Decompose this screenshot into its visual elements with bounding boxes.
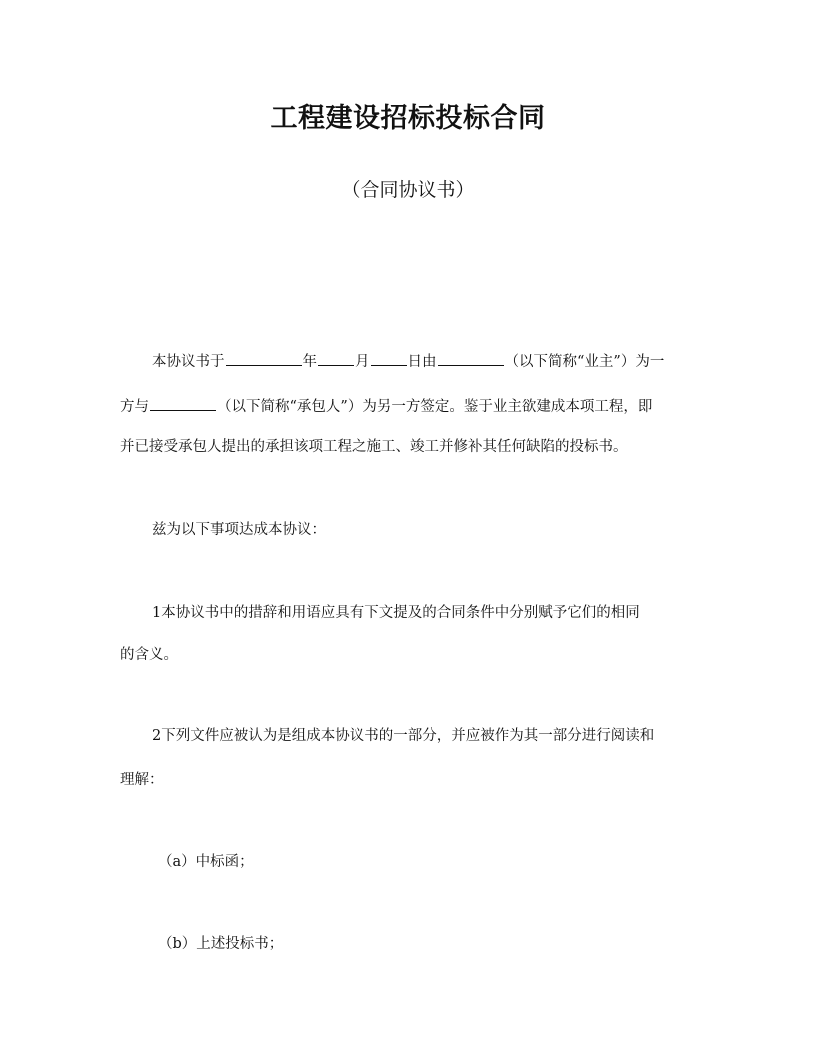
para1-text-6: 方与 bbox=[120, 399, 149, 415]
para1-text-5: （以下简称“业主”）为一 bbox=[504, 354, 665, 370]
para1-text-4: 日由 bbox=[407, 354, 437, 370]
owner-name-blank bbox=[438, 350, 504, 366]
document-subtitle: （合同协议书） bbox=[341, 179, 475, 201]
para1-text-3: 月 bbox=[355, 354, 370, 370]
para2-text: 兹为以下事项达成本协议： bbox=[152, 522, 326, 538]
date-month-blank bbox=[318, 350, 354, 366]
item2-line1: 2下列文件应被认为是组成本协议书的一部分，并应被作为其一部分进行阅读和 bbox=[152, 728, 655, 744]
para1-line3: 并已接受承包人提出的承担该项工程之施工、竣工并修补其任何缺陷的投标书。 bbox=[120, 439, 628, 455]
para1-text-7: （以下简称“承包人”）为另一方签定。鉴于业主欲建成本项工程，即 bbox=[217, 399, 653, 415]
date-year-blank bbox=[226, 350, 302, 366]
date-day-blank bbox=[371, 350, 407, 366]
para1-line2 bbox=[120, 395, 652, 417]
document-title: 工程建设招标投标合同 bbox=[270, 103, 546, 134]
para1-text-1: 本协议书于 bbox=[152, 354, 225, 370]
sub-item-a: （a）中标函； bbox=[158, 854, 254, 870]
para1-text-2: 年 bbox=[302, 354, 317, 370]
contractor-name-blank bbox=[150, 395, 216, 411]
item2-line2: 理解： bbox=[120, 772, 164, 788]
item1-line2: 的含义。 bbox=[120, 647, 178, 663]
sub-item-b: （b）上述投标书； bbox=[158, 936, 284, 952]
para1-line1 bbox=[152, 350, 664, 372]
item1-line1: 1本协议书中的措辞和用语应具有下文提及的合同条件中分别赋予它们的相同 bbox=[152, 605, 640, 621]
